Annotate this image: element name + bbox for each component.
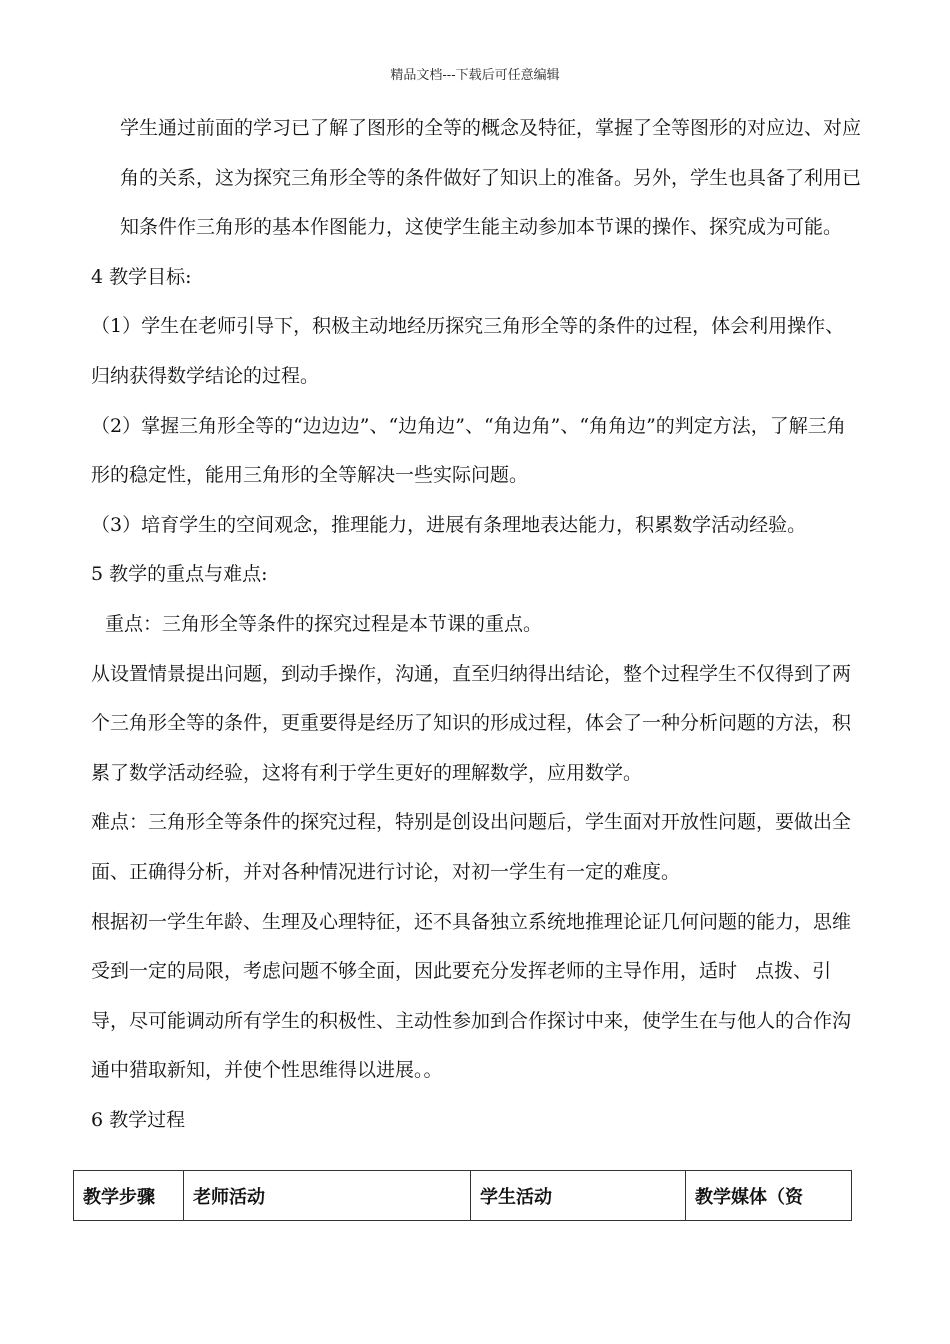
- document-body: [91, 104, 861, 1145]
- header-cell-media: 教学媒体（资: [686, 1171, 852, 1221]
- goal-1: （1）学生在老师引导下，积极主动地经历探究三角形全等的条件的过程，体会利用操作、归纳获得数学结论的过程。: [91, 315, 845, 387]
- teaching-process-table: [73, 1170, 852, 1221]
- goals-heading: 4 教学目标:: [91, 265, 192, 288]
- key-difficulty-heading: 5 教学的重点与难点:: [91, 563, 268, 586]
- goal-3: （3）培育学生的空间观念，推理能力，进展有条理地表达能力，积累数学活动经验。: [91, 513, 807, 536]
- intro-paragraph: 学生通过前面的学习已了解了图形的全等的概念及特征，掌握了全等图形的对应边、对应角的关系，这为探究三角形全等的条件做好了知识上的准备。另外，学生也具备了利用已知条件作三角形的基本作图能力，这使学生能主动参加本节课的操作、探究成为可能。: [120, 117, 862, 239]
- key-point-detail: 从设置情景提出问题，到动手操作，沟通，直至归纳得出结论，整个过程学生不仅得到了两个三角形全等的条件，更重要得是经历了知识的形成过程，体会了一种分析问题的方法，积累了数学活动经验，这将有利于学生更好的理解数学，应用数学。: [91, 662, 852, 784]
- page-header: 精品文档---下载后可任意编辑: [390, 68, 560, 83]
- key-point: 重点：三角形全等条件的探究过程是本节课的重点。: [105, 612, 543, 635]
- difficulty-detail: 根据初一学生年龄、生理及心理特征，还不具备独立系统地推理论证几何问题的能力，思维受到一定的局限，考虑问题不够全面，因此要充分发挥老师的主导作用，适时 点拨、引导，尽可能调动所有学生的积极性、主动性参加到合作探讨中来，使学生在与他人的合作沟通中猎取新知，并使个性思维得以进展。。: [91, 910, 852, 1082]
- goal-2: （2）掌握三角形全等的“边边边”、“边角边”、“角边角”、“角角边”的判定方法，了解三角形的稳定性，能用三角形的全等解决一些实际问题。: [91, 414, 846, 487]
- table-header-row: [74, 1171, 852, 1221]
- process-heading: 6 教学过程: [91, 1108, 186, 1131]
- difficulty-point: 难点：三角形全等条件的探究过程，特别是创设出问题后，学生面对开放性问题，要做出全面、正确得分析，并对各种情况进行讨论，对初一学生有一定的难度。: [91, 811, 852, 883]
- header-cell-teacher: 老师活动: [184, 1171, 471, 1221]
- header-cell-student: 学生活动: [471, 1171, 686, 1221]
- header-cell-steps: 教学步骤: [74, 1171, 184, 1221]
